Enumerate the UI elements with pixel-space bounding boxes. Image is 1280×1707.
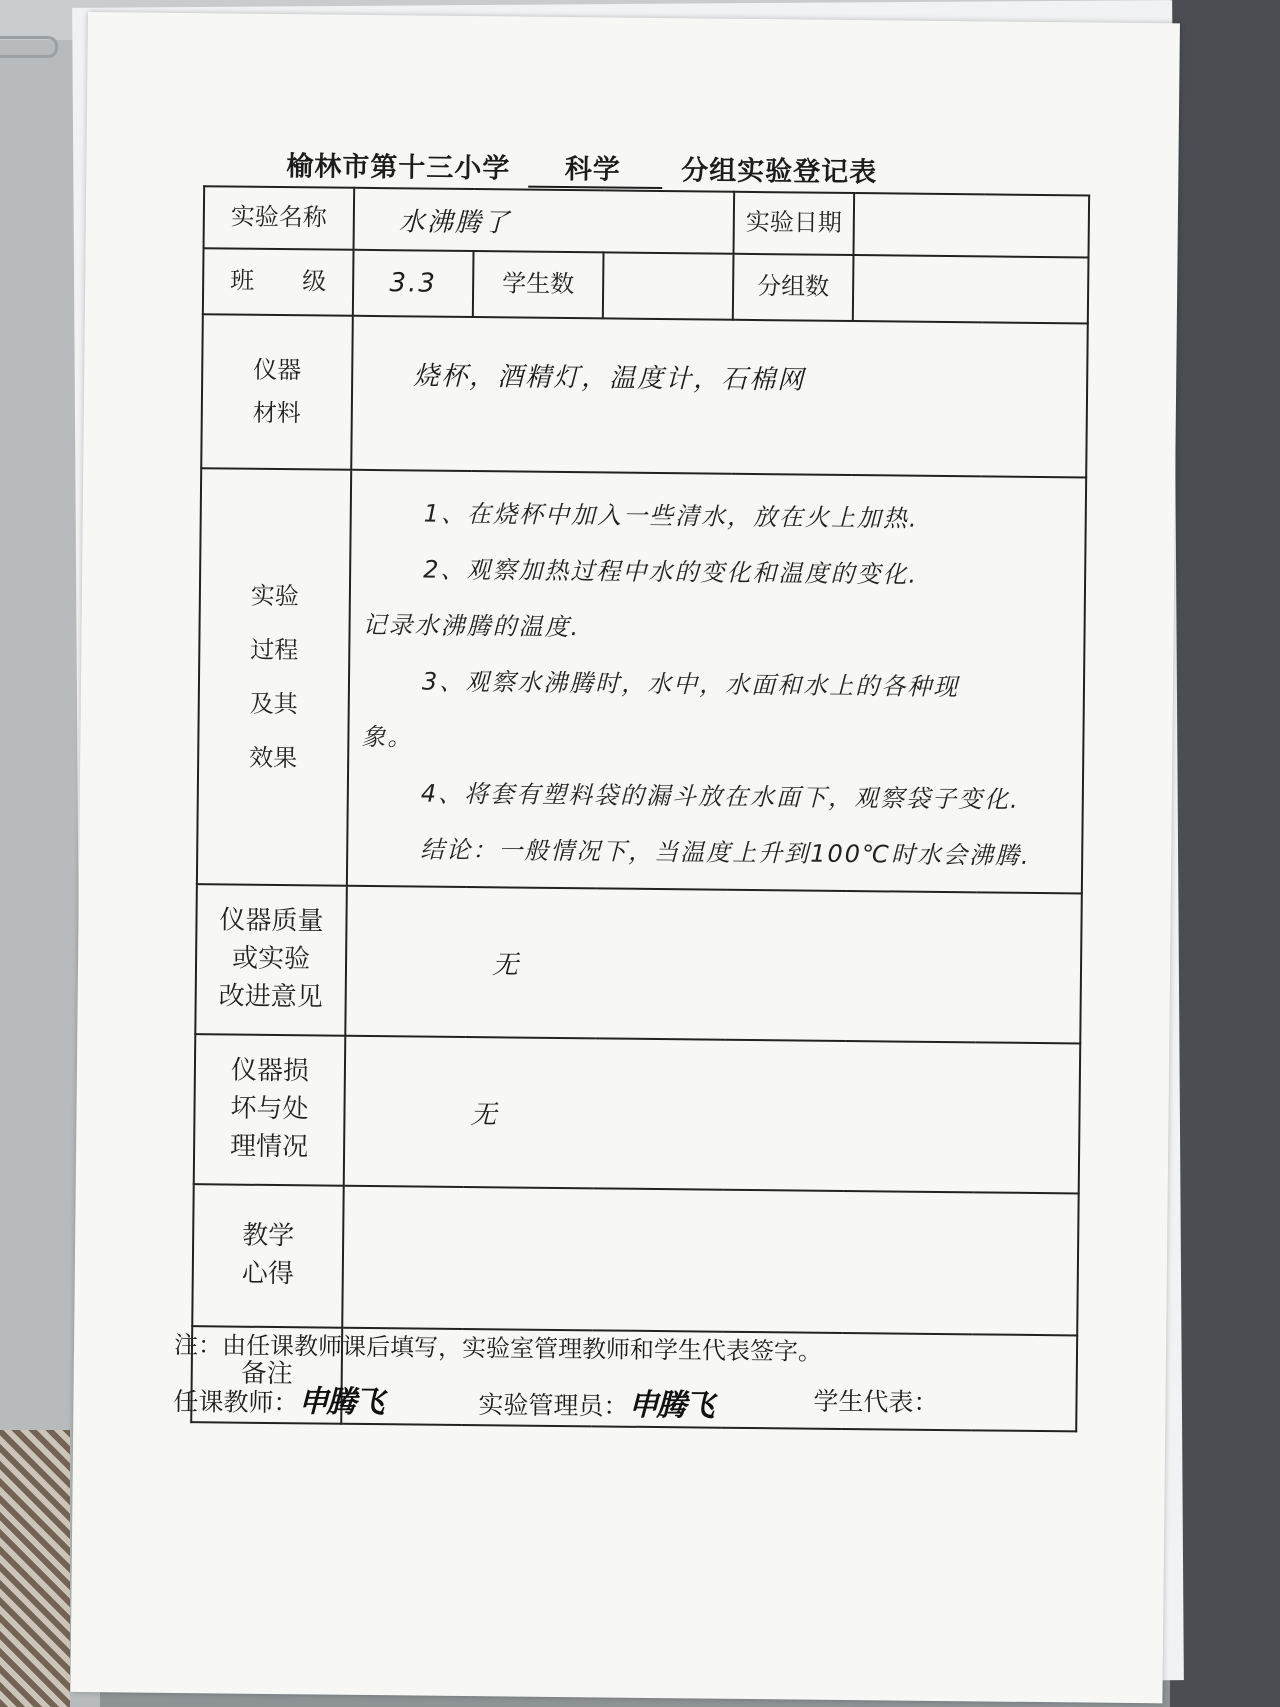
materials-value: 烧杯，酒精灯，温度计，石棉网 (413, 361, 806, 396)
name-label: 实验名称 (204, 186, 355, 250)
fabric-corner (0, 1430, 70, 1707)
row-class (203, 248, 1089, 323)
damage-value-cell[interactable] (344, 1036, 1081, 1194)
groups-label: 分组数 (733, 254, 854, 321)
experiment-form-table (190, 185, 1090, 1432)
damage-label-line: 理情况 (229, 1131, 309, 1163)
page-title (286, 144, 986, 192)
process-label-line: 及其 (249, 689, 298, 719)
process-line: 结论：一般情况下，当温度上升到100℃时水会沸腾. (420, 835, 1031, 870)
subject-field: 科学 (529, 147, 663, 189)
process-line: 3、观察水沸腾时，水中，水面和水上的各种现 (421, 667, 960, 702)
lab-manager-signature: 申腾飞 (628, 1387, 713, 1424)
row-process (197, 468, 1086, 893)
class-label: 班 级 (203, 248, 354, 316)
materials-label-line: 仪器 (253, 355, 302, 385)
quality-label-line: 仪器质量 (219, 905, 324, 937)
name-value-cell[interactable] (354, 188, 735, 254)
teacher-label: 任课教师： (173, 1386, 299, 1418)
background-right (1170, 0, 1280, 1707)
quality-label (195, 884, 347, 1036)
paper-clip-icon (0, 36, 58, 58)
process-label (197, 468, 351, 886)
quality-label-line: 或实验 (231, 943, 311, 975)
process-line: 1、在烧杯中加入一些清水，放在火上加热. (423, 499, 919, 533)
teacher-signature-block (173, 1375, 382, 1421)
form-name: 分组实验登记表 (681, 155, 878, 189)
groups-value[interactable] (853, 255, 1089, 323)
name-value: 水沸腾了 (398, 206, 511, 238)
process-label-line: 过程 (250, 635, 299, 665)
damage-label (194, 1034, 346, 1186)
quality-label-line: 改进意见 (218, 981, 323, 1013)
row-teaching (192, 1184, 1078, 1335)
row-name (204, 186, 1090, 257)
teaching-label-line: 教学 (242, 1220, 295, 1252)
registration-sheet (70, 12, 1180, 1703)
process-line: 4、将套有塑料袋的漏斗放在水面下，观察袋子变化. (420, 779, 1020, 814)
lab-manager-signature-block (478, 1378, 712, 1424)
process-line: 象。 (361, 722, 414, 752)
row-quality (195, 884, 1082, 1043)
row-damage (194, 1034, 1081, 1193)
process-line: 记录水沸腾的温度. (362, 610, 581, 642)
student-rep-signature-block (813, 1382, 938, 1419)
materials-value-cell[interactable] (351, 316, 1088, 478)
damage-label-line: 仪器损 (230, 1056, 310, 1087)
materials-label-line: 材料 (252, 398, 301, 428)
date-label: 实验日期 (734, 192, 855, 255)
student-rep-label: 学生代表： (813, 1386, 939, 1417)
teaching-label (192, 1184, 343, 1328)
materials-label (201, 314, 353, 470)
process-value-cell[interactable] (347, 470, 1086, 894)
footer-note: 注：由任课教师课后填写，实验室管理教师和学生代表签字。 (173, 1330, 823, 1366)
row-materials (201, 314, 1088, 477)
quality-value: 无 (491, 949, 521, 981)
damage-value: 无 (470, 1099, 499, 1130)
lab-manager-label: 实验管理员： (478, 1390, 629, 1421)
process-line: 2、观察加热过程中水的变化和温度的变化. (423, 555, 919, 589)
teaching-value[interactable] (342, 1186, 1078, 1336)
teaching-label-line: 心得 (241, 1258, 294, 1290)
school-name: 榆林市第十三小学 (286, 151, 511, 185)
remarks-label: 备注 (191, 1326, 342, 1424)
quality-value-cell[interactable] (345, 886, 1082, 1044)
damage-label-line: 坏与处 (230, 1093, 309, 1125)
class-value-cell[interactable] (353, 250, 474, 317)
date-value[interactable] (854, 193, 1090, 257)
teacher-signature: 申腾飞 (298, 1384, 383, 1421)
class-value: 3.3 (389, 268, 438, 299)
students-label: 学生数 (473, 251, 604, 318)
students-value[interactable] (603, 252, 734, 319)
process-label-line: 效果 (249, 743, 298, 773)
process-label-line: 实验 (250, 581, 300, 611)
